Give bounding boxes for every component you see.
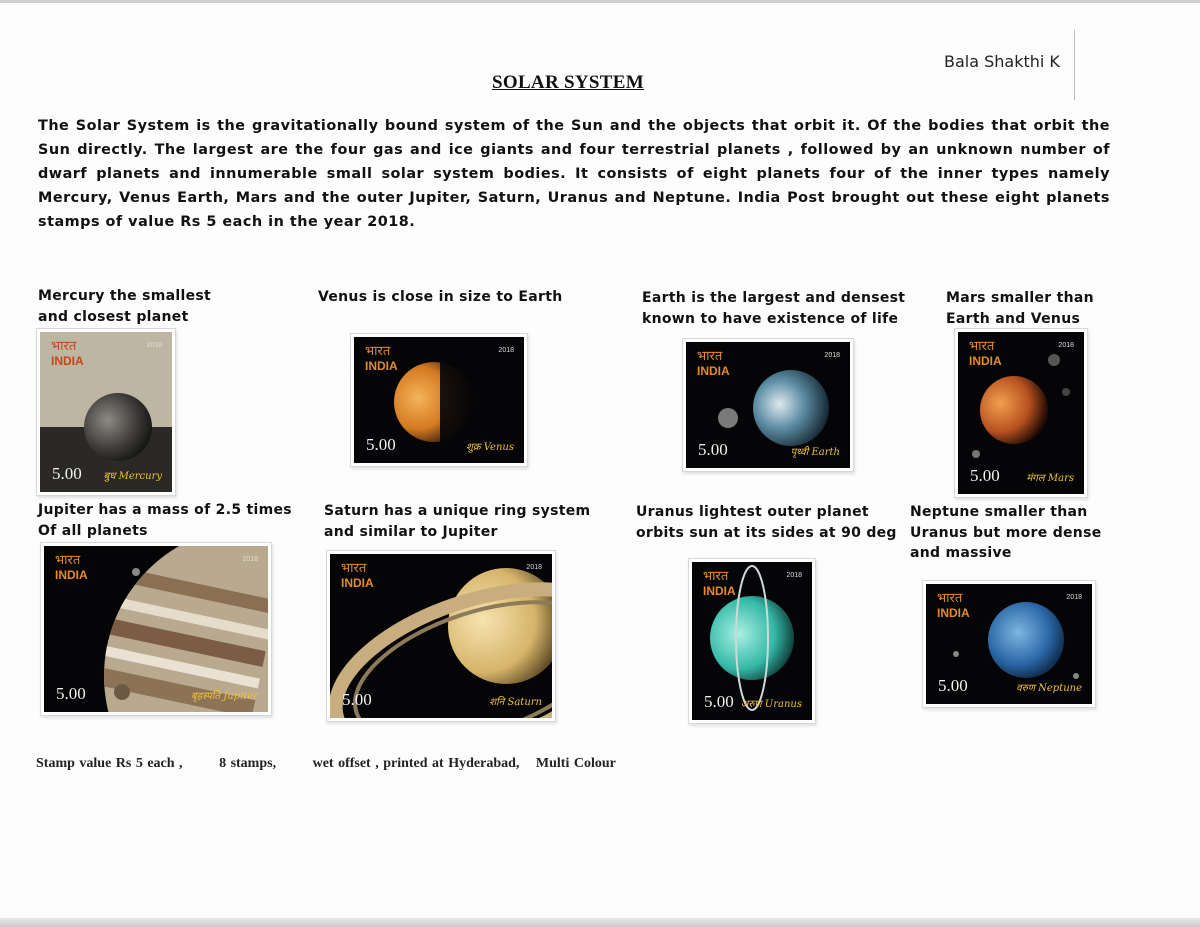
caption-uranus: Uranus lightest outer planet orbits sun at its sides at 90 deg bbox=[636, 504, 897, 541]
page-title: SOLAR SYSTEM bbox=[492, 72, 644, 93]
footer-count: 8 stamps, bbox=[219, 756, 277, 771]
stamp-saturn: भारत INDIA 2018 5.00 शनि Saturn bbox=[330, 554, 552, 718]
caption-saturn: Saturn has a unique ring system and similar to Jupiter bbox=[324, 503, 591, 540]
caption-mars: Mars smaller than Earth and Venus bbox=[946, 290, 1094, 327]
caption-jupiter: Jupiter has a mass of 2.5 times Of all planets bbox=[38, 502, 292, 539]
footer-process: wet offset , printed at Hyderabad, bbox=[312, 756, 520, 771]
author-name: Bala Shakthi K bbox=[944, 52, 1060, 71]
caption-venus: Venus is close in size to Earth bbox=[318, 289, 563, 305]
footer-colour: Multi Colour bbox=[535, 756, 616, 771]
stamp-neptune: भारत INDIA 2018 5.00 वरुण Neptune bbox=[926, 584, 1092, 704]
stamp-mars: भारत INDIA 2018 5.00 मंगल Mars bbox=[958, 332, 1084, 494]
caption-neptune: Neptune smaller than Uranus but more dense and massive bbox=[910, 504, 1102, 561]
caption-mercury: Mercury the smallest and closest planet bbox=[38, 288, 212, 325]
stamp-venus: भारत INDIA 2018 5.00 शुक्र Venus bbox=[354, 337, 524, 463]
scan-edge-bottom bbox=[0, 918, 1200, 927]
caption-earth: Earth is the largest and densest known to have existence of life bbox=[642, 290, 906, 327]
stamp-jupiter: भारत INDIA 2018 5.00 बृहस्पति Jupiter bbox=[44, 546, 268, 712]
margin-line bbox=[1074, 30, 1075, 100]
stamp-uranus: भारत INDIA 2018 5.00 अरुण Uranus bbox=[692, 562, 812, 720]
stamp-earth: भारत INDIA 2018 5.00 पृथ्वी Earth bbox=[686, 342, 850, 468]
scan-edge-top bbox=[0, 0, 1200, 3]
intro-paragraph: The Solar System is the gravitationally bound system of the Sun and the objects that orbit it. Of the bodies that orbit the Sun directly. The largest are the four gas and ice giants and four terrestrial planets , followed by an unknown number of dwarf planets and innumerable small solar system bodies. It consists of eight planets four of the inner types namely Mercury, Venus Earth, Mars and the outer Jupiter, Saturn, Uranus and Neptune. India Post brought out these eight planets stamps of value Rs 5 each in the year 2018. bbox=[38, 118, 1110, 230]
footer-value: Stamp value Rs 5 each , bbox=[36, 756, 183, 771]
stamp-details-footer bbox=[36, 756, 616, 772]
stamp-mercury: भारत INDIA 2018 5.00 बुध Mercury bbox=[40, 332, 172, 492]
